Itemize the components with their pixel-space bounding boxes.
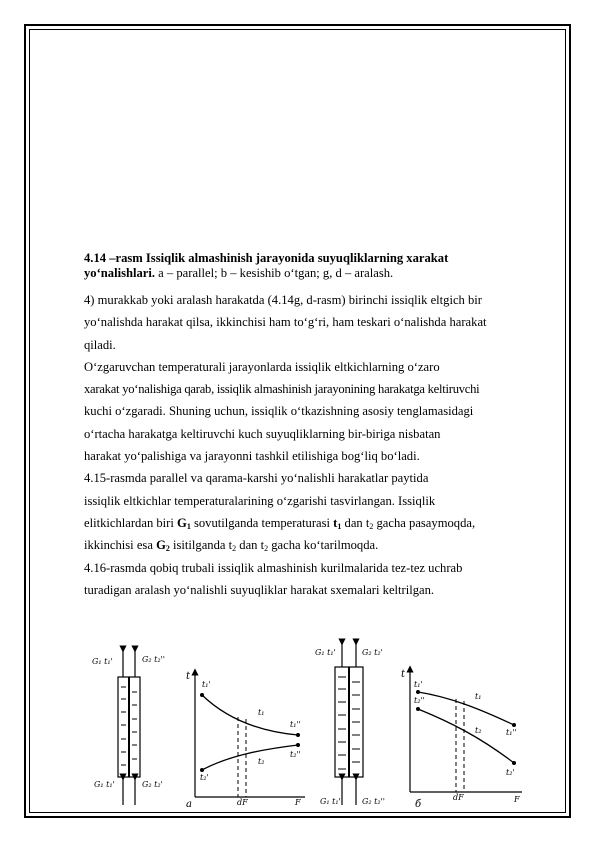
paragraph-line — [84, 534, 554, 556]
paragraph-line: kuchi o‘zgaradi. Shuning uchun, issiqlik o‘tkazishning asosiy tenglamasidagi — [84, 404, 474, 419]
symbol-G2: G — [156, 538, 166, 553]
axis-f-label-b: F — [514, 795, 520, 804]
paragraph-line: issiqlik eltkichlar temperaturalarining o‘zgarishi tasvirlangan. Issiqlik — [84, 493, 436, 508]
text-span: gacha ko‘tarilmoqda. — [268, 538, 379, 553]
pt-t1p: t₁' — [202, 680, 211, 689]
pt-t1p-b: t₁' — [414, 680, 423, 689]
df-label-b: dF — [453, 793, 464, 802]
paragraph-line: yo‘nalishda harakat qilsa, ikkinchisi ham to‘g‘ri, ham teskari o‘nalishda harakat — [84, 315, 487, 330]
paragraph-line: 4.15-rasmda parallel va qarama-karshi yo‘nalishli harakatlar paytida — [84, 471, 429, 486]
curve-t1-b: t₁ — [475, 692, 482, 701]
label-g1-bottom-b: G₁ t₁' — [320, 797, 341, 806]
curve-t2-b: t₂ — [475, 726, 482, 735]
pt-t2pp: t₂'' — [290, 750, 301, 759]
axis-f-label: F — [295, 798, 301, 807]
subscript: 1 — [186, 521, 191, 531]
subscript: 2 — [369, 521, 374, 531]
paragraph-line: qiladi. — [84, 337, 116, 352]
text-span: dan t — [236, 538, 265, 553]
paragraph-line: 4) murakkab yoki aralash harakatda (4.14g, d-rasm) birinchi issiqlik eltgich bir — [84, 293, 482, 307]
pt-t1pp: t₁'' — [290, 720, 301, 729]
paragraph-line: O‘zgaruvchan temperaturali jarayonlarda issiqlik eltkichlarning o‘zaro — [84, 359, 440, 374]
text-span: ikkinchisi esa — [84, 538, 157, 553]
subscript: 2 — [165, 544, 170, 554]
graph-b — [401, 669, 522, 809]
paragraph-line: turadigan aralash yo‘nalishli suyuqliklar harakat sxemalari keltrilgan. — [84, 582, 435, 597]
paragraph-line: o‘rtacha harakatga keltiruvchi kuch suyuqliklarning bir-biriga nisbatan — [84, 426, 441, 441]
label-g2-out: G₂ t₂'' — [142, 655, 165, 664]
caption-title-cont: yo‘nalishlari. — [84, 266, 156, 280]
paragraph-line: harakat yo‘palishiga va jarayonni tashkil etilishiga bog‘liq bo‘ladi. — [84, 449, 420, 464]
exchanger-b — [315, 642, 385, 806]
label-g2-in-b: G₂ t₂'' — [362, 797, 385, 806]
text-span: gacha pasaymoqda, — [373, 515, 476, 530]
figure-svg — [90, 637, 530, 809]
label-g1-in-b: G₁ t₁' — [315, 648, 336, 657]
caption-title: 4.14 –rasm Issiqlik almashinish jarayonida suyuqliklarning xarakat — [84, 251, 449, 265]
panel-label-b: б — [415, 799, 422, 809]
symbol-G1: G — [177, 515, 187, 530]
panel-label-a: a — [186, 799, 192, 809]
caption-desc: a – parallel; b – kesishib o‘tgan; g, d – aralash. — [155, 266, 394, 280]
text-span: elitkichlardan biri — [84, 515, 178, 530]
axis-t-label: t — [186, 671, 191, 682]
text-span: isitilganda t — [169, 538, 233, 553]
label-g1-in: G₁ t₁' — [92, 657, 113, 666]
pt-t1pp-b: t₁'' — [506, 728, 517, 737]
text-span: sovutilganda temperaturasi — [190, 515, 334, 530]
pt-t2p: t₂' — [200, 773, 209, 782]
text-span: dan t — [341, 515, 370, 530]
label-g2-in: G₂ t₂' — [142, 780, 163, 789]
paragraph-line — [84, 512, 554, 534]
pt-t2pp-b: t₂'' — [414, 696, 425, 705]
paragraph-line: 4.16-rasmda qobiq trubali issiqlik almashinish kurilmalarida tez-tez uchrab — [84, 560, 463, 575]
subscript: 2 — [232, 544, 237, 554]
paragraph-line: xarakat yo‘nalishiga qarab, issiqlik almashinish jarayonining harakatga keltiruvchi — [84, 382, 480, 397]
axis-t-label-b: t — [401, 669, 406, 680]
symbol-t1: t — [333, 515, 338, 530]
label-g2-out-b: G₂ t₂' — [362, 648, 383, 657]
graph-a — [186, 671, 305, 809]
figure-caption — [84, 251, 554, 281]
figure-heat-exchanger-schemes — [90, 637, 530, 809]
subscript: 2 — [264, 544, 269, 554]
curve-t2: t₂ — [258, 757, 265, 766]
exchanger-a — [92, 649, 165, 805]
df-label: dF — [237, 798, 248, 807]
subscript: 1 — [337, 521, 342, 531]
curve-t1: t₁ — [258, 708, 265, 717]
pt-t2p-b: t₂' — [506, 768, 515, 777]
label-g1-bottom: G₁ t₁' — [94, 780, 115, 789]
body-text — [84, 289, 554, 601]
